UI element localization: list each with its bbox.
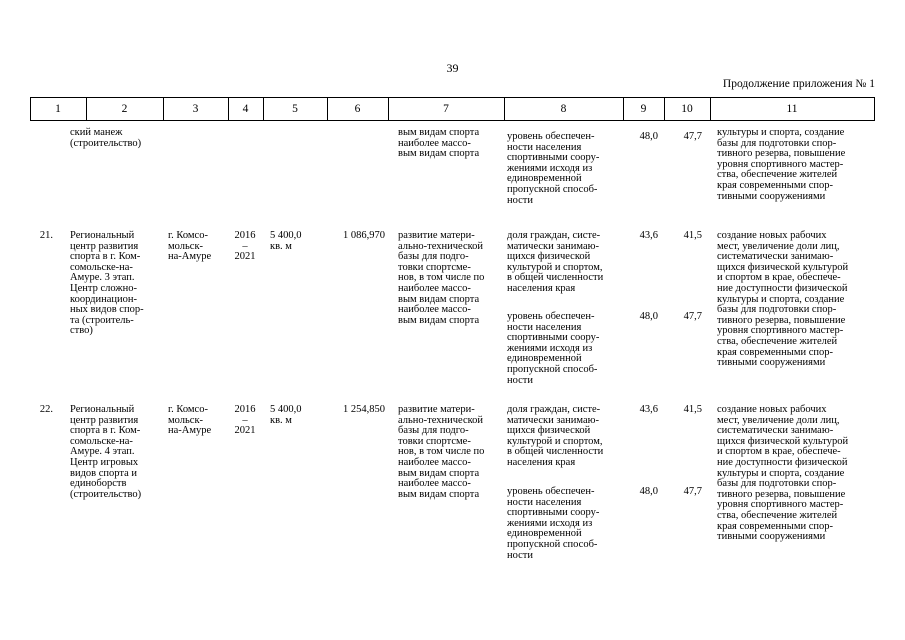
header-col-4: 4 [242, 103, 249, 115]
row-result: создание новых рабочих мест, увеличение доли лиц, систематически занимаю- щихся физической культурой и спортом в крае, обеспече- ние доступности физической культуры и спорта, создание базы для подготовки спор- тивного резерва, повышение уровня спортивного мастер- ства, обеспечение жителей края современными спор- тивными сооружениями [717, 230, 849, 369]
header-col-2: 2 [121, 103, 128, 115]
header-col-11: 11 [786, 103, 798, 115]
row-value-10a: 41,5 [683, 230, 702, 241]
row-value-9a: 43,6 [639, 404, 658, 415]
header-col-1: 1 [55, 103, 61, 115]
header-col-9: 9 [640, 103, 647, 115]
page-number: 39 [446, 61, 459, 75]
row-value-9b: 48,0 [639, 131, 658, 142]
row-indicator-2: уровень обеспечен- ности населения спортивными соору- жениями исходя из единовременной пропускной способ- ности [507, 486, 600, 561]
row-result: создание новых рабочих мест, увеличение доли лиц, систематически занимаю- щихся физической культурой и спортом в крае, обеспече- ние доступности физической культуры и спорта, создание базы для подготовки спор- тивного резерва, повышение уровня спортивного мастер- ства, обеспечение жителей края современными спор- тивными сооружениями [717, 404, 849, 543]
row-years: 2016 – 2021 [234, 404, 256, 436]
row-name: Региональный центр развития спорта в г. Ком- сомольске-на- Амуре. 4 этап. Центр игровых видов спорта и единоборств (строительство) [70, 404, 142, 500]
row-name: Региональный центр развития спорта в г. Ком- сомольске-на- Амуре. 3 этап. Центр сложно- координацион- ных видов спор- та (строитель- ство) [70, 230, 144, 337]
continuation-label: Продолжение приложения № 1 [722, 78, 875, 90]
row-indicator-2: уровень обеспечен- ности населения спортивными соору- жениями исходя из единовременной пропускной способ- ности [507, 131, 600, 206]
row-value-9b: 48,0 [639, 311, 658, 322]
row-value-10b: 47,7 [683, 311, 702, 322]
header-col-5: 5 [292, 103, 298, 115]
header-col-6: 6 [354, 103, 361, 115]
row-indicator-1: доля граждан, систе- матически занимаю- щихся физической культурой и спортом, в общей численности населения края [507, 404, 604, 468]
row-value-10a: 41,5 [683, 404, 702, 415]
row-indicator-1: доля граждан, систе- матически занимаю- щихся физической культурой и спортом, в общей численности населения края [507, 230, 604, 294]
row-cost: 1 254,850 [343, 404, 385, 415]
header-col-10: 10 [681, 103, 693, 115]
row-goal: развитие матери- ально-технической базы для подго- товки спортсме- нов, в том числе по наиболее массо- вым видам спорта наиболее массо- вым видам спорта [398, 404, 485, 500]
row-capacity: 5 400,0 кв. м [270, 230, 302, 252]
row-cost: 1 086,970 [343, 230, 385, 241]
row-goal: вым видам спорта наиболее массо- вым видам спорта [398, 127, 480, 160]
table-header [30, 97, 875, 121]
row-name: ский манеж (строительство) [70, 127, 142, 149]
row-value-10b: 47,7 [683, 486, 702, 497]
row-number: 21. [39, 230, 53, 241]
row-indicator-2: уровень обеспечен- ности населения спортивными соору- жениями исходя из единовременной пропускной способ- ности [507, 311, 600, 386]
row-goal: развитие матери- ально-технической базы для подго- товки спортсме- нов, в том числе по наиболее массо- вым видам спорта наиболее массо- вым видам спорта [398, 230, 485, 326]
row-capacity: 5 400,0 кв. м [270, 404, 302, 426]
header-col-7: 7 [443, 103, 449, 115]
row-value-9b: 48,0 [639, 486, 658, 497]
header-col-8: 8 [560, 103, 567, 115]
row-value-10b: 47,7 [683, 131, 702, 142]
row-value-9a: 43,6 [639, 230, 658, 241]
row-result: культуры и спорта, создание базы для подготовки спор- тивного резерва, повышение уровня спортивного мастер- ства, обеспечение жителей края современными спор- тивными сооружениями [717, 127, 846, 202]
row-number: 22. [39, 404, 53, 415]
header-col-3: 3 [192, 103, 199, 115]
row-city: г. Комсо- мольск- на-Амуре [168, 230, 212, 263]
row-city: г. Комсо- мольск- на-Амуре [168, 404, 212, 437]
row-years: 2016 – 2021 [234, 230, 256, 262]
